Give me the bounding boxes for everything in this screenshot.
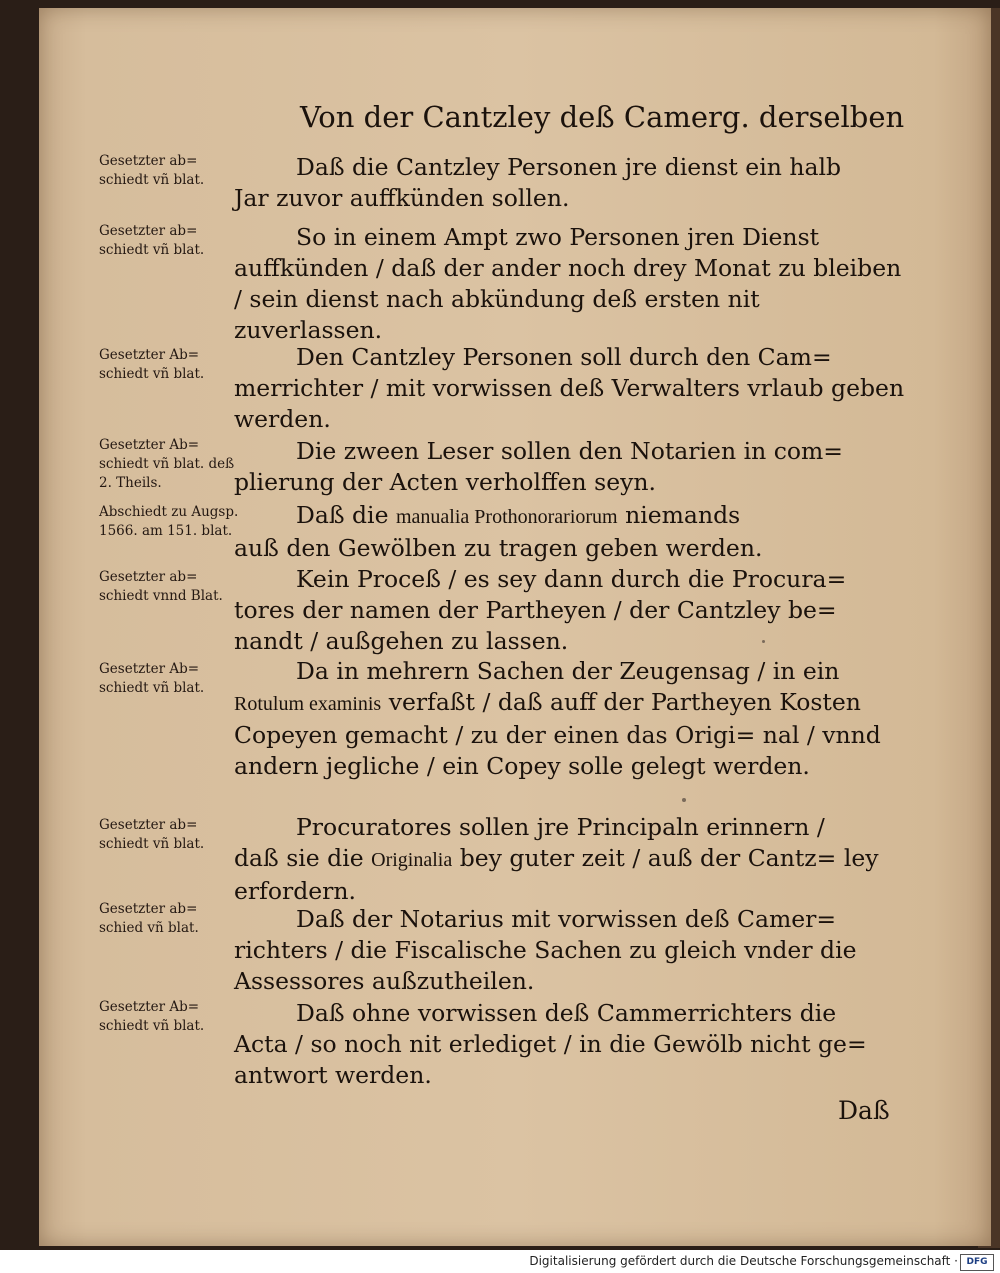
paragraph: [234, 904, 912, 997]
margin-note: Gesetzter ab= schiedt vñ blat.: [99, 817, 205, 852]
paragraph: [234, 998, 912, 1091]
paragraph-continuation: Acta / so noch nit erlediget / in die Gewölb nicht ge= antwort werden.: [234, 1030, 867, 1089]
paragraph-continuation: plierung der Acten verholffen seyn.: [234, 468, 657, 496]
paper-speck: [762, 640, 765, 643]
margin-note: Abschiedt zu Augsp. 1566. am 151. blat.: [99, 504, 239, 539]
paragraph-first-line: Procuratores sollen jre Principaln erinnern /: [296, 813, 825, 841]
paragraph-first-line: Daß ohne vorwissen deß Cammerrichters die: [296, 999, 837, 1027]
paragraph-continuation: auß den Gewölben zu tragen geben werden.: [234, 534, 763, 562]
paragraph-continuation: Jar zuvor auffkünden sollen.: [234, 184, 570, 212]
paragraph-continuation: verfaßt / daß auff der Partheyen Kosten Copeyen gemacht / zu der einen das Origi= nal / vnnd andern jegliche / ein Copey solle gelegt werden.: [234, 688, 881, 780]
paragraph-continuation: bey guter zeit / auß der Cantz= ley erfordern.: [234, 844, 879, 905]
dfg-logo: DFG: [960, 1254, 994, 1271]
paragraph-first-line: Daß die Cantzley Personen jre dienst ein halb: [296, 153, 842, 181]
paper-speck: [682, 798, 686, 802]
catchword: Daß: [838, 1096, 890, 1125]
paragraph-first-line: Da in mehrern Sachen der Zeugensag / in ein: [296, 657, 840, 685]
paragraph-continuation: auffkünden / daß der ander noch drey Monat zu bleiben / sein dienst nach abkündung deß ersten nit zuverlassen.: [234, 254, 902, 344]
margin-note: Gesetzter ab= schied vñ blat.: [99, 901, 199, 936]
paragraph: [234, 812, 912, 907]
latin-term: Originalia: [371, 849, 453, 871]
digitization-credit: Digitalisierung gefördert durch die Deutsche Forschungsgemeinschaft ·: [529, 1254, 958, 1268]
paragraph: [234, 152, 912, 214]
latin-term: Rotulum examinis: [234, 693, 382, 715]
paragraph-first-line: Daß der Notarius mit vorwissen deß Camer=: [296, 905, 837, 933]
first-line-text: Daß die: [296, 501, 389, 529]
margin-note: Gesetzter Ab= schiedt vñ blat.: [99, 347, 205, 382]
paragraph-first-line: [234, 500, 912, 533]
first-line-text: niemands: [625, 501, 741, 529]
paragraph-first-line: Den Cantzley Personen soll durch den Cam=: [296, 343, 832, 371]
paragraph: [234, 436, 912, 498]
paragraph-continuation: merrichter / mit vorwissen deß Verwalters vrlaub geben werden.: [234, 374, 905, 433]
paragraph-continuation: richters / die Fiscalische Sachen zu gleich vnder die Assessores außzutheilen.: [234, 936, 857, 995]
paragraph-continuation: daß sie die: [234, 844, 364, 872]
footer-bar: [0, 1252, 1000, 1273]
paragraph-first-line: Kein Proceß / es sey dann durch die Procura=: [296, 565, 847, 593]
margin-note: Gesetzter Ab= schiedt vñ blat.: [99, 999, 205, 1034]
margin-note: Gesetzter ab= schiedt vñ blat.: [99, 153, 205, 188]
margin-note: Gesetzter ab= schiedt vñ blat.: [99, 223, 205, 258]
paragraph-first-line: Die zween Leser sollen den Notarien in com=: [296, 437, 843, 465]
paragraph-continuation: tores der namen der Partheyen / der Cantzley be= nandt / außgehen zu lassen.: [234, 596, 837, 655]
paragraph: [234, 656, 912, 782]
latin-term: manualia Prothonorariorum: [395, 506, 618, 528]
page-heading: Von der Cantzley deß Camerg. derselben: [300, 100, 905, 134]
margin-note: Gesetzter Ab= schiedt vñ blat. deß 2. Theils.: [99, 437, 235, 491]
paragraph: [234, 564, 912, 657]
margin-note: Gesetzter Ab= schiedt vñ blat.: [99, 661, 205, 696]
paragraph: [234, 500, 912, 564]
paragraph-first-line: So in einem Ampt zwo Personen jren Dienst: [296, 223, 820, 251]
paragraph: [234, 222, 912, 346]
margin-note: Gesetzter ab= schiedt vnnd Blat.: [99, 569, 223, 604]
paragraph: [234, 342, 912, 435]
